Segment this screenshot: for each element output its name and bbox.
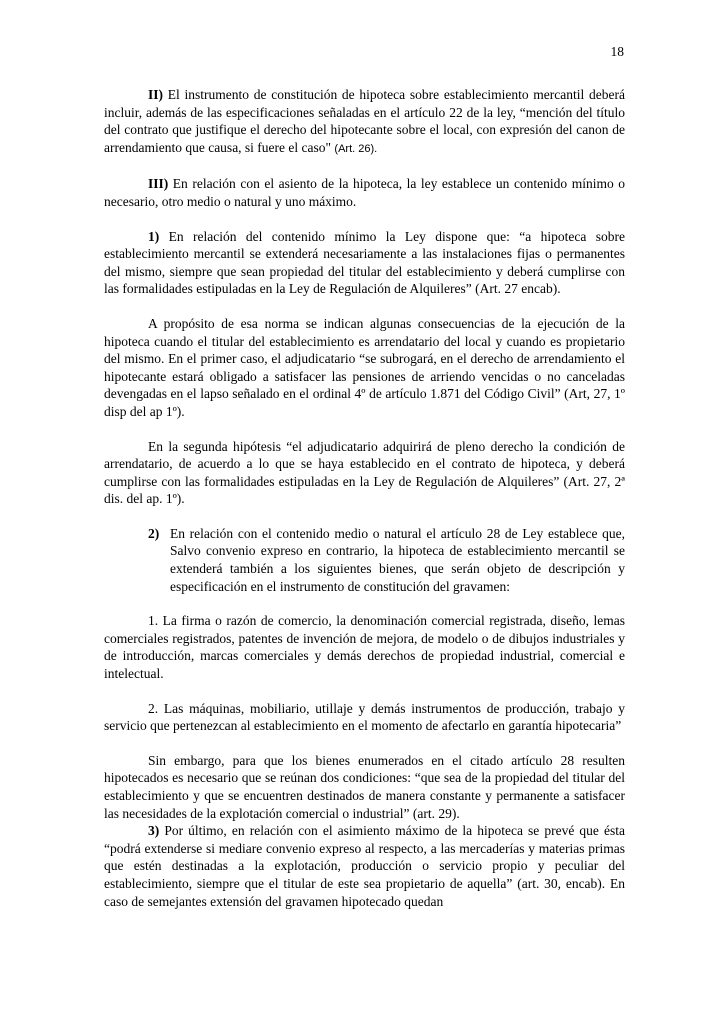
paragraph-text: 1. La firma o razón de comercio, la denominación comercial registrada, diseño, lemas comerciales registrados, patentes de invención de mejora, de modelo o de dibujos industriales y de introducción, marcas comerciales y demás derechos de propiedad industrial, comercial e intelectual. — [104, 613, 625, 682]
paragraph-1 — [104, 228, 625, 298]
paragraph-ii — [104, 86, 625, 158]
document-body — [104, 86, 625, 910]
paragraph-text: En relación del contenido mínimo la Ley dispone que: “a hipoteca sobre establecimiento mercantil se extenderá necesariamente a las instalaciones fijas o permanentes del mismo, siempre que sean propiedad del titular del establecimiento y deberá cumplirse con las formalidades estipuladas en la Ley de Regulación de Alquileres” (Art. 27 encab). — [104, 228, 625, 297]
paragraph-text: 2. Las máquinas, mobiliario, utillaje y demás instrumentos de producción, trabajo y servicio que pertenezcan al establecimiento en el momento de afectarlo en garantía hipotecaria” — [104, 700, 625, 734]
paragraph-text: Por último, en relación con el asimiento máximo de la hipoteca se prevé que ésta “podrá extenderse si mediare convenio expreso al respecto, a las mercaderías y materias primas que estén destinadas a la explotación, producción o servicio propio y peculiar del establecimiento, siempre que el titular de este sea propietario de aquella” (art. 30, encab). En caso de semejantes extensión del gravamen hipotecado quedan — [104, 823, 625, 909]
paragraph-text: En relación con el contenido medio o natural el artículo 28 de Ley establece que, Salvo convenio expreso en contrario, la hipoteca de establecimiento mercantil se extenderá también a los siguientes bienes, que serán objeto de descripción y especificación en el instrumento de constitución del gravamen: — [170, 525, 625, 594]
paragraph-label: III) — [148, 176, 169, 192]
paragraph-conditions — [104, 752, 625, 822]
paragraph-second-hypothesis — [104, 438, 625, 508]
paragraph-3 — [104, 822, 625, 910]
paragraph-label: 3) — [148, 823, 160, 839]
list-item-2 — [104, 700, 625, 735]
list-item-1 — [104, 612, 625, 682]
paragraph-label: 2) — [148, 525, 160, 541]
paragraph-text: Sin embargo, para que los bienes enumerados en el citado artículo 28 resulten hipotecados es necesario que se reúnan dos condiciones: “que sea de la propiedad del titular del establecimiento y que se encuentren destinados de manera constante y permanente a satisfacer las necesidades de la explotación comercial o industrial” (art. 29). — [104, 752, 625, 821]
paragraph-iii — [104, 175, 625, 210]
paragraph-label: 1) — [148, 228, 160, 244]
page-number: 18 — [610, 44, 624, 59]
paragraph-text: A propósito de esa norma se indican algunas consecuencias de la ejecución de la hipoteca cuando el titular del establecimiento es arrendatario del local y cuando es propietario del mismo. En el primer caso, el adjudicatario “se subrogará, en el derecho de arrendamiento el hipotecante estará obligado a satisfacer las pensiones de arriendo vencidas o no canceladas devengadas en el lapso señalado en el ordinal 4º de artículo 1.871 del Código Civil” (Art, 27, 1º disp del ap 1º). — [104, 315, 625, 419]
paragraph-2 — [104, 525, 625, 595]
paragraph-text: En la segunda hipótesis “el adjudicatario adquirirá de pleno derecho la condición de arrendatario, de acuerdo a lo que se haya establecido en el contrato de hipoteca, y deberá cumplirse con las formalidades estipuladas en la Ley de Regulación de Alquileres” (Art. 27, 2ª dis. del ap. 1º). — [104, 438, 625, 507]
paragraph-text: El instrumento de constitución de hipoteca sobre establecimiento mercantil deberá incluir, además de las especificaciones señaladas en el artículo 22 de la ley, “mención del título del contrato que justifique el derecho del hipotecante sobre el local, con expresión del canon de arrendamiento que causa, si fuere el caso" — [104, 87, 625, 155]
article-reference: (Art. 26). — [334, 142, 378, 155]
paragraph-label: II) — [148, 87, 164, 102]
paragraph-consequences — [104, 315, 625, 421]
paragraph-text: En relación con el asiento de la hipoteca, la ley establece un contenido mínimo o necesario, otro medio o natural y uno máximo. — [104, 176, 625, 209]
